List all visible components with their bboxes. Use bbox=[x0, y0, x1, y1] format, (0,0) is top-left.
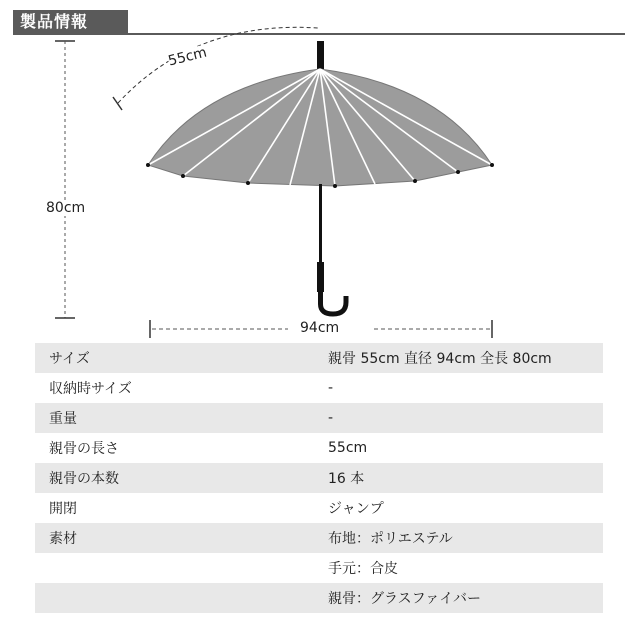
rib-length-label: 55cm bbox=[166, 44, 209, 70]
spec-row bbox=[35, 343, 603, 373]
spec-row bbox=[35, 493, 603, 523]
spec-label: 開閉 bbox=[35, 493, 304, 523]
spec-value: - bbox=[304, 403, 603, 433]
spec-value: 手元：合皮 bbox=[304, 553, 603, 583]
spec-row bbox=[35, 433, 603, 463]
diameter-label: 94cm bbox=[300, 320, 340, 336]
spec-label: 親骨の長さ bbox=[35, 433, 304, 463]
spec-label: 素材 bbox=[35, 523, 304, 553]
spec-label bbox=[35, 583, 304, 613]
height-dimension-line bbox=[55, 41, 75, 318]
spec-value: 16 本 bbox=[304, 463, 603, 493]
spec-row bbox=[35, 463, 603, 493]
spec-value: 55cm bbox=[304, 433, 603, 463]
spec-label: 重量 bbox=[35, 403, 304, 433]
height-label: 80cm bbox=[46, 200, 86, 216]
spec-label bbox=[35, 553, 304, 583]
page-title: 製品情報 bbox=[13, 10, 128, 34]
spec-label: 収納時サイズ bbox=[35, 373, 304, 403]
spec-row bbox=[35, 403, 603, 433]
spec-value: ジャンプ bbox=[304, 493, 603, 523]
spec-table bbox=[35, 343, 603, 613]
spec-label: サイズ bbox=[35, 343, 304, 373]
spec-row bbox=[35, 553, 603, 583]
spec-row bbox=[35, 373, 603, 403]
spec-value: - bbox=[304, 373, 603, 403]
spec-value: 布地：ポリエステル bbox=[304, 523, 603, 553]
spec-value: 親骨：グラスファイバー bbox=[304, 583, 603, 613]
spec-value: 親骨 55cm 直径 94cm 全長 80cm bbox=[304, 343, 603, 373]
spec-label: 親骨の本数 bbox=[35, 463, 304, 493]
umbrella bbox=[146, 41, 494, 314]
spec-row bbox=[35, 583, 603, 613]
spec-row bbox=[35, 523, 603, 553]
